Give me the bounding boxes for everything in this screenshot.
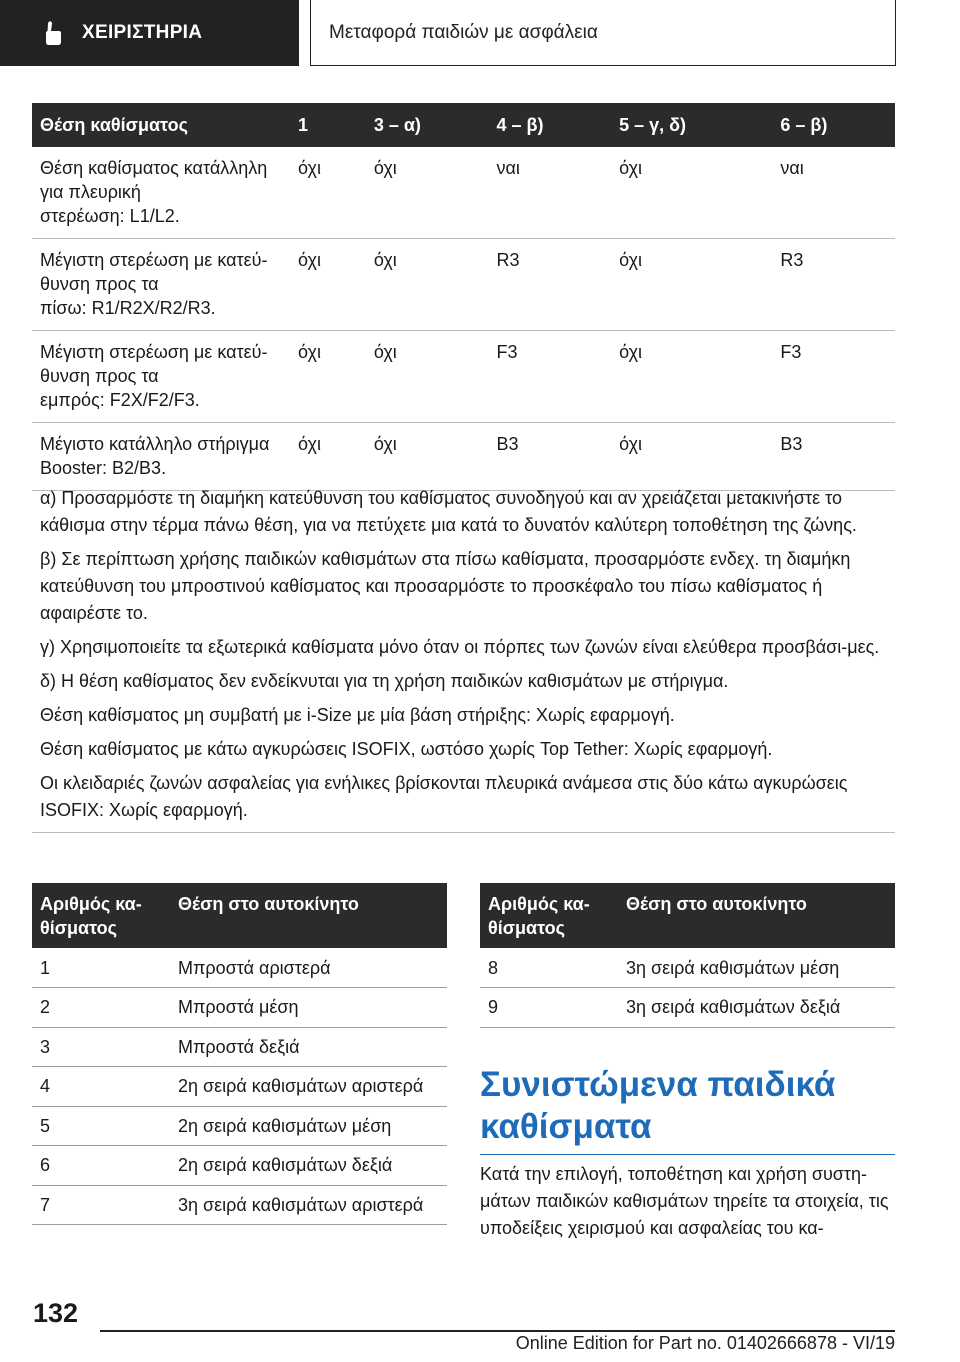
column-header: Θέση στο αυτοκίνητο [618,883,895,948]
table-cell: Θέση καθίσματος κατάλληλη για πλευρική στερέωση: L1/L2. [32,147,290,239]
section-heading: Συνιστώμενα παιδικά καθίσματα [480,1064,895,1155]
seat-number: 7 [32,1185,170,1225]
edition-note: Online Edition for Part no. 01402666878 - VI/19 [515,1333,895,1353]
table-cell: όχι [290,239,366,331]
footnote: Θέση καθίσματος μη συμβατή με i-Size με μία βάση στήριξης: Χωρίς εφαρμογή. [40,705,675,725]
seat-position: 3η σειρά καθισμάτων αριστερά [170,1185,447,1225]
column-header: Θέση στο αυτοκίνητο [170,883,447,948]
footnote: γ) Χρησιμοποιείτε τα εξωτερικά καθίσματα μόνο όταν οι πόρπες των ζωνών είναι ελεύθερα προσβάσι-μες. [40,637,880,657]
column-header: 6 – β) [772,103,895,147]
table-row [32,1185,447,1225]
section-tab [0,0,299,66]
seat-position: Μπροστά δεξιά [170,1027,447,1067]
table-header-row [32,883,447,948]
page-header [0,0,960,66]
column-header: 1 [290,103,366,147]
seat-number: 4 [32,1067,170,1107]
seat-position: Μπροστά αριστερά [170,948,447,988]
table-cell: όχι [611,147,772,239]
seat-position: 2η σειρά καθισμάτων μέση [170,1106,447,1146]
table-row [32,1106,447,1146]
table-cell: ναι [489,147,612,239]
chapter-box [310,0,896,66]
hand-pointer-icon [40,20,66,46]
table-footnotes [32,479,895,833]
table-row [32,147,895,239]
footnote: Οι κλειδαριές ζωνών ασφαλείας για ενήλικες βρίσκονται πλευρικά ανάμεσα στις δύο κάτω αγκυρώσεις ISOFIX: Χωρίς εφαρμογή. [40,773,848,820]
seat-number: 2 [32,988,170,1028]
table-header-row [480,883,895,948]
table-cell: B3 [772,423,895,491]
table-cell: R3 [489,239,612,331]
table-cell: Μέγιστη στερέωση με κατεύ- θυνση προς τα πίσω: R1/R2X/R2/R3. [32,239,290,331]
table-cell: όχι [366,423,489,491]
table-cell: όχι [366,331,489,423]
table-cell: Μέγιστο κατάλληλο στήριγμα Booster: B2/B3. [32,423,290,491]
seat-position: 2η σειρά καθισμάτων αριστερά [170,1067,447,1107]
table-cell: όχι [611,423,772,491]
table-cell: F3 [489,331,612,423]
seat-number: 8 [480,948,618,988]
table-row [32,1146,447,1186]
section-body-text: Κατά την επιλογή, τοποθέτηση και χρήση συστη-μάτων παιδικών καθισμάτων τηρείτε τα στοιχεία, τις υποδείξεις χειρισμού και ασφαλείας του κα- [480,1164,889,1238]
page-number: 132 [33,1298,79,1328]
table-cell: όχι [290,423,366,491]
footnote: α) Προσαρμόστε τη διαμήκη κατεύθυνση του καθίσματος συνοδηγού και αν χρειάζεται μετακινήστε το κάθισμα στην τέρμα πάνω θέση, για να πετύχετε μια κατά το δυνατόν καλύτερη τοποθέτηση της ζώνης. [40,488,857,535]
table-cell: όχι [366,239,489,331]
table-row [32,239,895,331]
footnote: δ) Η θέση καθίσματος δεν ενδείκνυται για τη χρήση παιδικών καθισμάτων με στήριγμα. [40,671,729,691]
column-header: Αριθμός κα- θίσματος [480,883,618,948]
seat-compatibility-table [32,103,895,491]
table-cell: όχι [290,147,366,239]
column-header: 4 – β) [489,103,612,147]
table-row [480,948,895,988]
table-cell: όχι [611,331,772,423]
table-cell: όχι [366,147,489,239]
chapter-title: Μεταφορά παιδιών με ασφάλεια [329,21,598,43]
seat-number-table-left [32,883,447,1225]
seat-position: 3η σειρά καθισμάτων μέση [618,948,895,988]
seat-number: 9 [480,988,618,1028]
column-header: Θέση καθίσματος [32,103,290,147]
seat-position: 3η σειρά καθισμάτων δεξιά [618,988,895,1028]
table-cell: όχι [290,331,366,423]
table-cell: R3 [772,239,895,331]
column-header: 5 – γ, δ) [611,103,772,147]
table-row [32,331,895,423]
footnote: β) Σε περίπτωση χρήσης παιδικών καθισμάτων στα πίσω καθίσματα, προσαρμόστε ενδεχ. τη διαμήκη κατεύθυνση του μπροστινού καθίσματος και προσαρμόστε το προσκέφαλο του πίσω καθίσματος ή αφαιρέστε το. [40,549,851,623]
table-row [32,1067,447,1107]
column-header: 3 – α) [366,103,489,147]
table-cell: Μέγιστη στερέωση με κατεύ- θυνση προς τα εμπρός: F2X/F2/F3. [32,331,290,423]
section-name: ΧΕΙΡΙΣΤΗΡΙΑ [82,22,203,43]
footnote: Θέση καθίσματος με κάτω αγκυρώσεις ISOFIX, ωστόσο χωρίς Top Tether: Χωρίς εφαρμογή. [40,739,773,759]
table-row [32,948,447,988]
seat-number-table-right [480,883,895,1028]
table-cell: F3 [772,331,895,423]
seat-position: 2η σειρά καθισμάτων δεξιά [170,1146,447,1186]
table-cell: όχι [611,239,772,331]
seat-position: Μπροστά μέση [170,988,447,1028]
table-header-row [32,103,895,147]
table-row [32,1027,447,1067]
seat-number: 5 [32,1106,170,1146]
column-header: Αριθμός κα- θίσματος [32,883,170,948]
seat-number: 3 [32,1027,170,1067]
table-cell: B3 [489,423,612,491]
seat-number: 1 [32,948,170,988]
footer-rule [100,1330,895,1332]
table-row [32,988,447,1028]
table-row [480,988,895,1028]
table-cell: ναι [772,147,895,239]
seat-number: 6 [32,1146,170,1186]
